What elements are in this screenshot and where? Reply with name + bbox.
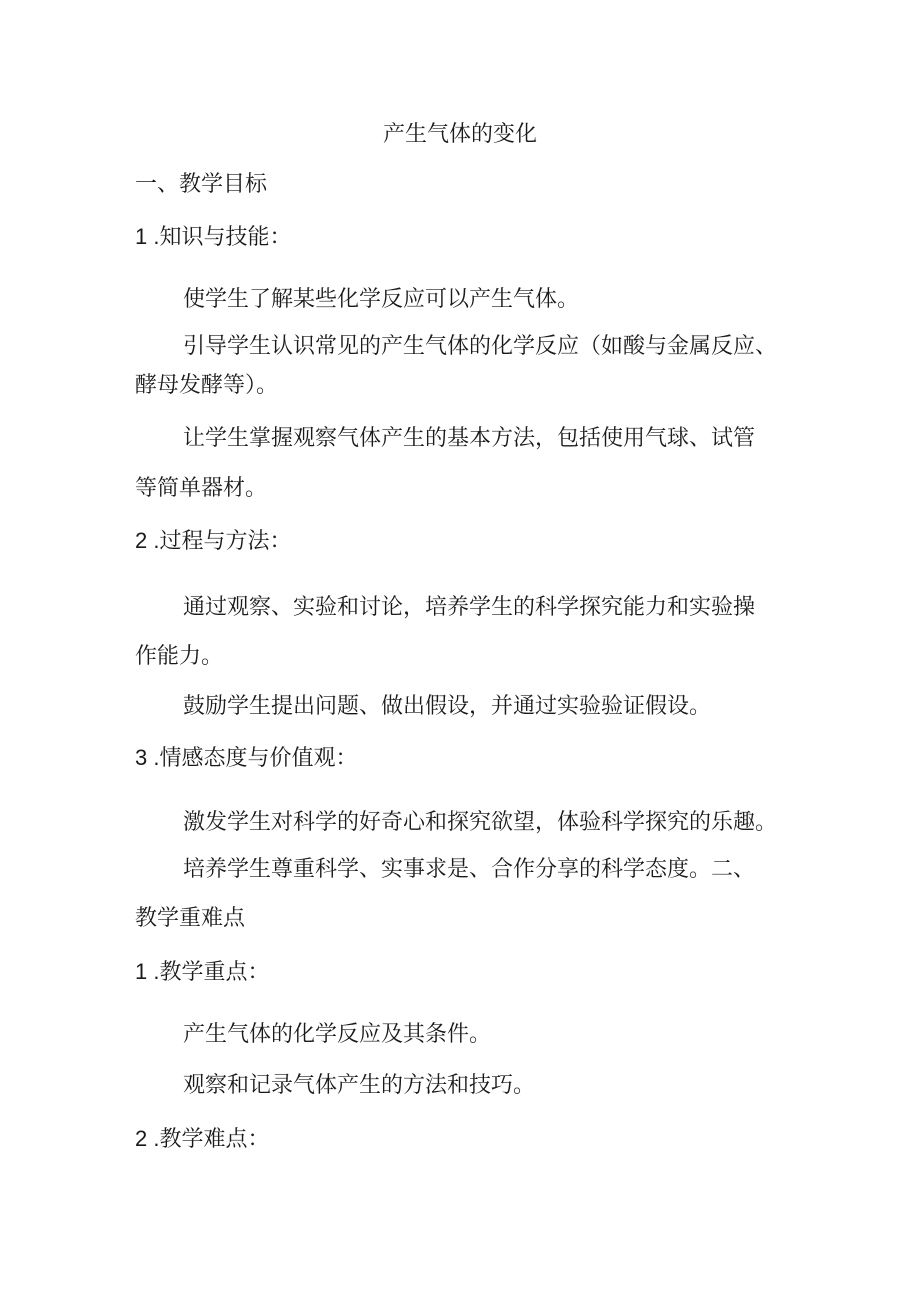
paragraph-line: 培养学生尊重科学、实事求是、合作分享的科学态度。二、 — [183, 857, 756, 882]
paragraph-line: 作能力。 — [135, 644, 224, 669]
paragraph-line: 引导学生认识常见的产生气体的化学反应（如酸与金属反应、 — [183, 334, 778, 359]
paragraph-line: 产生气体的化学反应及其条件。 — [183, 1022, 492, 1047]
subsection-heading: 2 .教学难点： — [135, 1126, 270, 1151]
subsection-heading: 2 .过程与方法： — [135, 528, 292, 553]
paragraph-line: 观察和记录气体产生的方法和技巧。 — [183, 1073, 536, 1098]
paragraph-line: 让学生掌握观察气体产生的基本方法，包括使用气球、试管 — [183, 426, 756, 451]
subsection-heading: 1 .教学重点： — [135, 959, 270, 984]
paragraph-line: 等简单器材。 — [135, 476, 268, 501]
section-heading: 一、教学目标 — [135, 172, 268, 197]
section-heading: 教学重难点 — [135, 906, 246, 931]
paragraph-line: 鼓励学生提出问题、做出假设，并通过实验验证假设。 — [183, 694, 712, 719]
paragraph-line: 使学生了解某些化学反应可以产生气体。 — [183, 287, 580, 312]
subsection-heading: 1 .知识与技能： — [135, 224, 292, 249]
subsection-heading: 3 .情感态度与价值观： — [135, 745, 358, 770]
paragraph-line: 通过观察、实验和讨论，培养学生的科学探究能力和实验操 — [183, 595, 756, 620]
paragraph-line: 激发学生对科学的好奇心和探究欲望，体验科学探究的乐趣。 — [183, 810, 778, 835]
page-title: 产生气体的变化 — [382, 122, 537, 147]
paragraph-line: 酵母发酵等）。 — [135, 373, 279, 398]
